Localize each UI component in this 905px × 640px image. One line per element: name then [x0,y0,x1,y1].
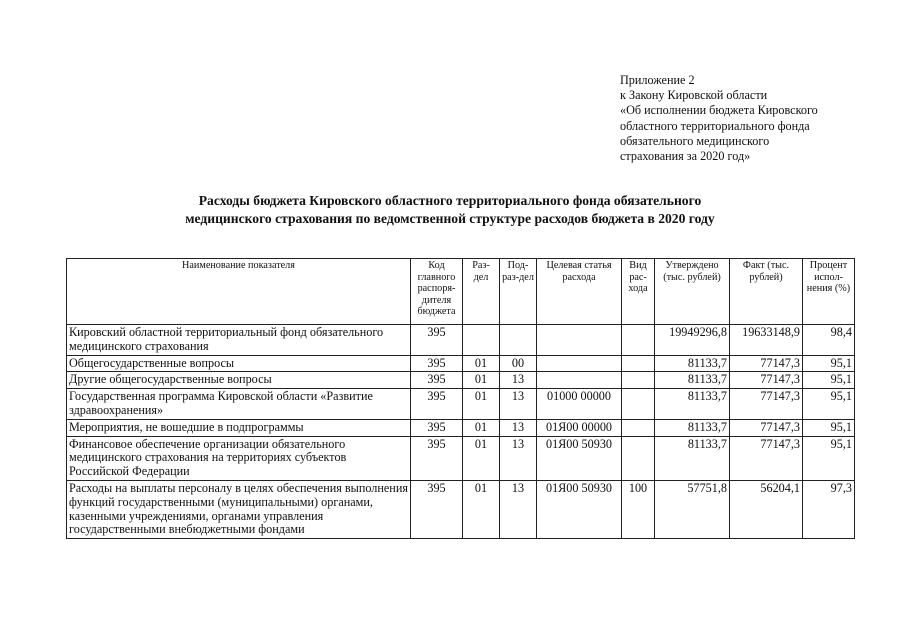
table-row [67,436,855,480]
cell-name: Государственная программа Кировской области «Развитие здравоохранения» [67,389,411,420]
cell-approved: 81133,7 [655,355,730,372]
cell-subsection: 13 [500,480,537,538]
cell-subsection [500,325,537,356]
cell-code: 395 [411,325,463,356]
cell-fact: 77147,3 [730,436,803,480]
cell-name: Кировский областной территориальный фонд обязательного медицинского страхования [67,325,411,356]
cell-approved: 81133,7 [655,419,730,436]
cell-type [622,436,655,480]
appendix-block [620,73,880,164]
cell-target [537,372,622,389]
appendix-line: страхования за 2020 год» [620,149,751,164]
cell-approved: 81133,7 [655,372,730,389]
header-code: Код главного распоря-дителя бюджета [411,259,463,325]
cell-code: 395 [411,389,463,420]
cell-fact: 77147,3 [730,419,803,436]
table-row [67,372,855,389]
table-row [67,389,855,420]
header-section: Раз-дел [463,259,500,325]
cell-subsection: 13 [500,372,537,389]
title-line-1: Расходы бюджета Кировского областного территориального фонда обязательного [198,193,702,208]
cell-subsection: 13 [500,389,537,420]
cell-type [622,419,655,436]
cell-target: 01Я00 00000 [537,419,622,436]
cell-percent: 95,1 [803,355,855,372]
cell-approved: 19949296,8 [655,325,730,356]
cell-section [463,325,500,356]
cell-target [537,325,622,356]
cell-fact: 77147,3 [730,355,803,372]
cell-fact: 19633148,9 [730,325,803,356]
cell-target [537,355,622,372]
expenditure-table [66,258,855,539]
table-row [67,355,855,372]
table-header-row [67,259,855,325]
cell-target: 01000 00000 [537,389,622,420]
cell-approved: 57751,8 [655,480,730,538]
cell-fact: 56204,1 [730,480,803,538]
header-name: Наименование показателя [67,259,411,325]
cell-section: 01 [463,436,500,480]
cell-type [622,355,655,372]
cell-approved: 81133,7 [655,389,730,420]
header-type: Вид рас-хода [622,259,655,325]
cell-type [622,372,655,389]
cell-section: 01 [463,480,500,538]
cell-type [622,325,655,356]
cell-code: 395 [411,436,463,480]
cell-code: 395 [411,480,463,538]
cell-section: 01 [463,389,500,420]
cell-fact: 77147,3 [730,389,803,420]
cell-subsection: 00 [500,355,537,372]
header-fact: Факт (тыс. рублей) [730,259,803,325]
cell-percent: 95,1 [803,419,855,436]
appendix-line: к Закону Кировской области [620,88,768,103]
cell-subsection: 13 [500,436,537,480]
cell-name: Расходы на выплаты персоналу в целях обеспечения выполнения функций государственными (муниципальными) органами, казенными учреждениями, органами управления государственными внебюджетными фондами [67,480,411,538]
cell-code: 395 [411,372,463,389]
table-row [67,480,855,538]
header-subsection: Под-раз-дел [500,259,537,325]
header-target: Целевая статья расхода [537,259,622,325]
cell-percent: 97,3 [803,480,855,538]
cell-subsection: 13 [500,419,537,436]
cell-name: Другие общегосударственные вопросы [67,372,411,389]
cell-section: 01 [463,372,500,389]
cell-percent: 95,1 [803,389,855,420]
cell-section: 01 [463,419,500,436]
cell-code: 395 [411,355,463,372]
cell-target: 01Я00 50930 [537,436,622,480]
cell-percent: 98,4 [803,325,855,356]
title-line-2: медицинского страхования по ведомственной структуре расходов бюджета в 2020 году [185,211,715,226]
appendix-line: «Об исполнении бюджета Кировского [620,103,818,118]
cell-name: Мероприятия, не вошедшие в подпрограммы [67,419,411,436]
cell-percent: 95,1 [803,436,855,480]
cell-type [622,389,655,420]
cell-name: Финансовое обеспечение организации обязательного медицинского страхования на территориях субъектов Российской Федерации [67,436,411,480]
appendix-line: областного территориального фонда [620,118,810,133]
cell-section: 01 [463,355,500,372]
table-row [67,325,855,356]
cell-type: 100 [622,480,655,538]
table-row [67,419,855,436]
header-percent: Процент испол-нения (%) [803,259,855,325]
header-approved: Утверждено (тыс. рублей) [655,259,730,325]
cell-name: Общегосударственные вопросы [67,355,411,372]
document-title [120,192,780,228]
cell-fact: 77147,3 [730,372,803,389]
appendix-line: Приложение 2 [620,73,695,87]
appendix-line: обязательного медицинского [620,133,770,148]
cell-percent: 95,1 [803,372,855,389]
cell-approved: 81133,7 [655,436,730,480]
cell-target: 01Я00 50930 [537,480,622,538]
cell-code: 395 [411,419,463,436]
